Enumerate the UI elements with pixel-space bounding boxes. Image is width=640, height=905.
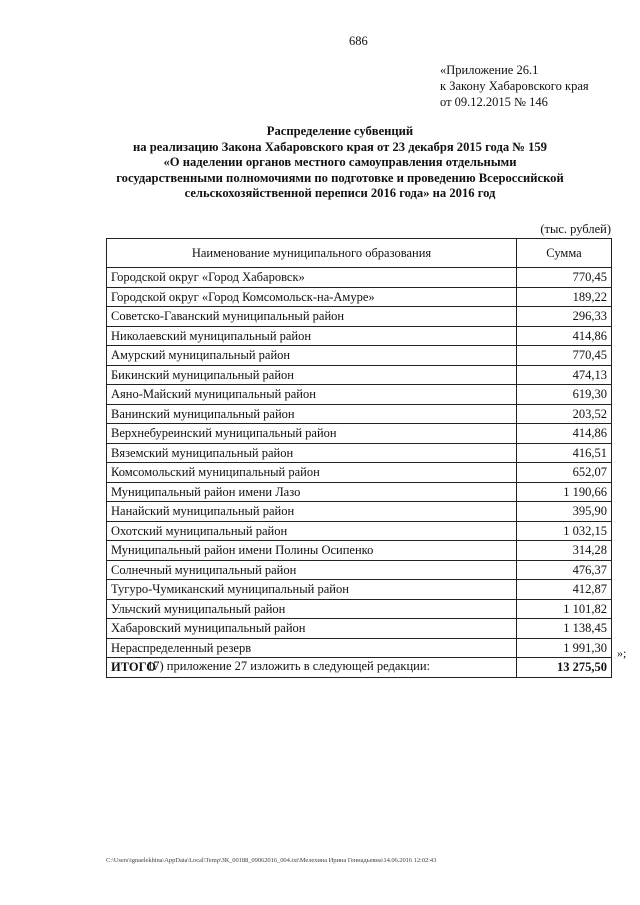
- row-amount: 189,22: [517, 287, 612, 307]
- appendix-ref-line: «Приложение 26.1: [440, 63, 539, 77]
- table-row: [107, 502, 612, 522]
- subvention-table: [106, 238, 612, 678]
- table-row: [107, 268, 612, 288]
- title-line: государственными полномочиями по подготовке и проведению Всероссийской: [116, 170, 564, 185]
- row-amount: 619,30: [517, 385, 612, 405]
- table-row: [107, 346, 612, 366]
- title-line: «О наделении органов местного самоуправления отдельными: [163, 155, 517, 170]
- table-row: [107, 541, 612, 561]
- row-name: Муниципальный район имени Полины Осипенко: [107, 541, 517, 561]
- row-name: Солнечный муниципальный район: [107, 560, 517, 580]
- table-row: [107, 463, 612, 483]
- table-row: [107, 599, 612, 619]
- table-row: [107, 482, 612, 502]
- row-amount: 770,45: [517, 346, 612, 366]
- row-name: Ульчский муниципальный район: [107, 599, 517, 619]
- row-name: Амурский муниципальный район: [107, 346, 517, 366]
- header-name: Наименование муниципального образования: [107, 239, 517, 268]
- row-amount: 1 032,15: [517, 521, 612, 541]
- units-label: (тыс. рублей): [540, 222, 611, 236]
- row-amount: 296,33: [517, 307, 612, 327]
- row-amount: 412,87: [517, 580, 612, 600]
- row-name: Вяземский муниципальный район: [107, 443, 517, 463]
- row-amount: 414,86: [517, 424, 612, 444]
- row-amount: 314,28: [517, 541, 612, 561]
- appendix-reference: [440, 62, 589, 110]
- appendix-ref-line: от 09.12.2015 № 146: [440, 95, 548, 109]
- appendix-ref-line: к Закону Хабаровского края: [440, 79, 589, 93]
- table-row: [107, 521, 612, 541]
- row-name: Бикинский муниципальный район: [107, 365, 517, 385]
- row-name: Хабаровский муниципальный район: [107, 619, 517, 639]
- row-amount: 476,37: [517, 560, 612, 580]
- page-number: 686: [349, 34, 368, 48]
- row-amount: 416,51: [517, 443, 612, 463]
- table-header-row: [107, 239, 612, 268]
- row-amount: 652,07: [517, 463, 612, 483]
- row-name: Верхнебуреинский муниципальный район: [107, 424, 517, 444]
- row-amount: 414,86: [517, 326, 612, 346]
- table-row: [107, 619, 612, 639]
- row-amount: 395,90: [517, 502, 612, 522]
- next-amendment-item: 17) приложение 27 изложить в следующей редакции:: [147, 659, 430, 673]
- row-name: Нанайский муниципальный район: [107, 502, 517, 522]
- table-row: [107, 326, 612, 346]
- row-name: Аяно-Майский муниципальный район: [107, 385, 517, 405]
- table-row: [107, 424, 612, 444]
- table-row: [107, 365, 612, 385]
- row-name: Николаевский муниципальный район: [107, 326, 517, 346]
- table-row: [107, 638, 612, 658]
- title-line: Распределение субвенций: [266, 124, 414, 138]
- row-amount: 1 991,30: [517, 638, 612, 658]
- table-row: [107, 307, 612, 327]
- row-name: Ванинский муниципальный район: [107, 404, 517, 424]
- row-name: Советско-Гаванский муниципальный район: [107, 307, 517, 327]
- row-amount: 1 138,45: [517, 619, 612, 639]
- title-line: сельскохозяйственной переписи 2016 года» на 2016 год: [184, 186, 496, 201]
- table-row: [107, 560, 612, 580]
- total-amount: 13 275,50: [517, 658, 612, 678]
- row-name: Городской округ «Город Хабаровск»: [107, 268, 517, 288]
- row-name: Охотский муниципальный район: [107, 521, 517, 541]
- row-amount: 1 190,66: [517, 482, 612, 502]
- row-amount: 770,45: [517, 268, 612, 288]
- row-amount: 1 101,82: [517, 599, 612, 619]
- row-amount: 474,13: [517, 365, 612, 385]
- row-amount: 203,52: [517, 404, 612, 424]
- row-name: Муниципальный район имени Лазо: [107, 482, 517, 502]
- footer-file-path: C:\Users\ignaelekhina\AppData\Local\Temp\ЗК_00188_09062016_004.txt\Мелехина Ирина Геннадьевна\14.06.2016 12:02:43: [106, 857, 437, 864]
- table-row: [107, 287, 612, 307]
- row-name: Городской округ «Город Комсомольск-на-Амуре»: [107, 287, 517, 307]
- document-title: [100, 124, 580, 202]
- closing-quote: »;: [617, 646, 627, 660]
- row-name: Комсомольский муниципальный район: [107, 463, 517, 483]
- row-name: Нераспределенный резерв: [107, 638, 517, 658]
- row-name: Тугуро-Чумиканский муниципальный район: [107, 580, 517, 600]
- table-row: [107, 404, 612, 424]
- header-amount: Сумма: [517, 239, 612, 268]
- table-row: [107, 385, 612, 405]
- table-row: [107, 580, 612, 600]
- table-row: [107, 443, 612, 463]
- total-label: ИТОГО: [107, 658, 517, 678]
- title-line: на реализацию Закона Хабаровского края от 23 декабря 2015 года № 159: [133, 139, 547, 154]
